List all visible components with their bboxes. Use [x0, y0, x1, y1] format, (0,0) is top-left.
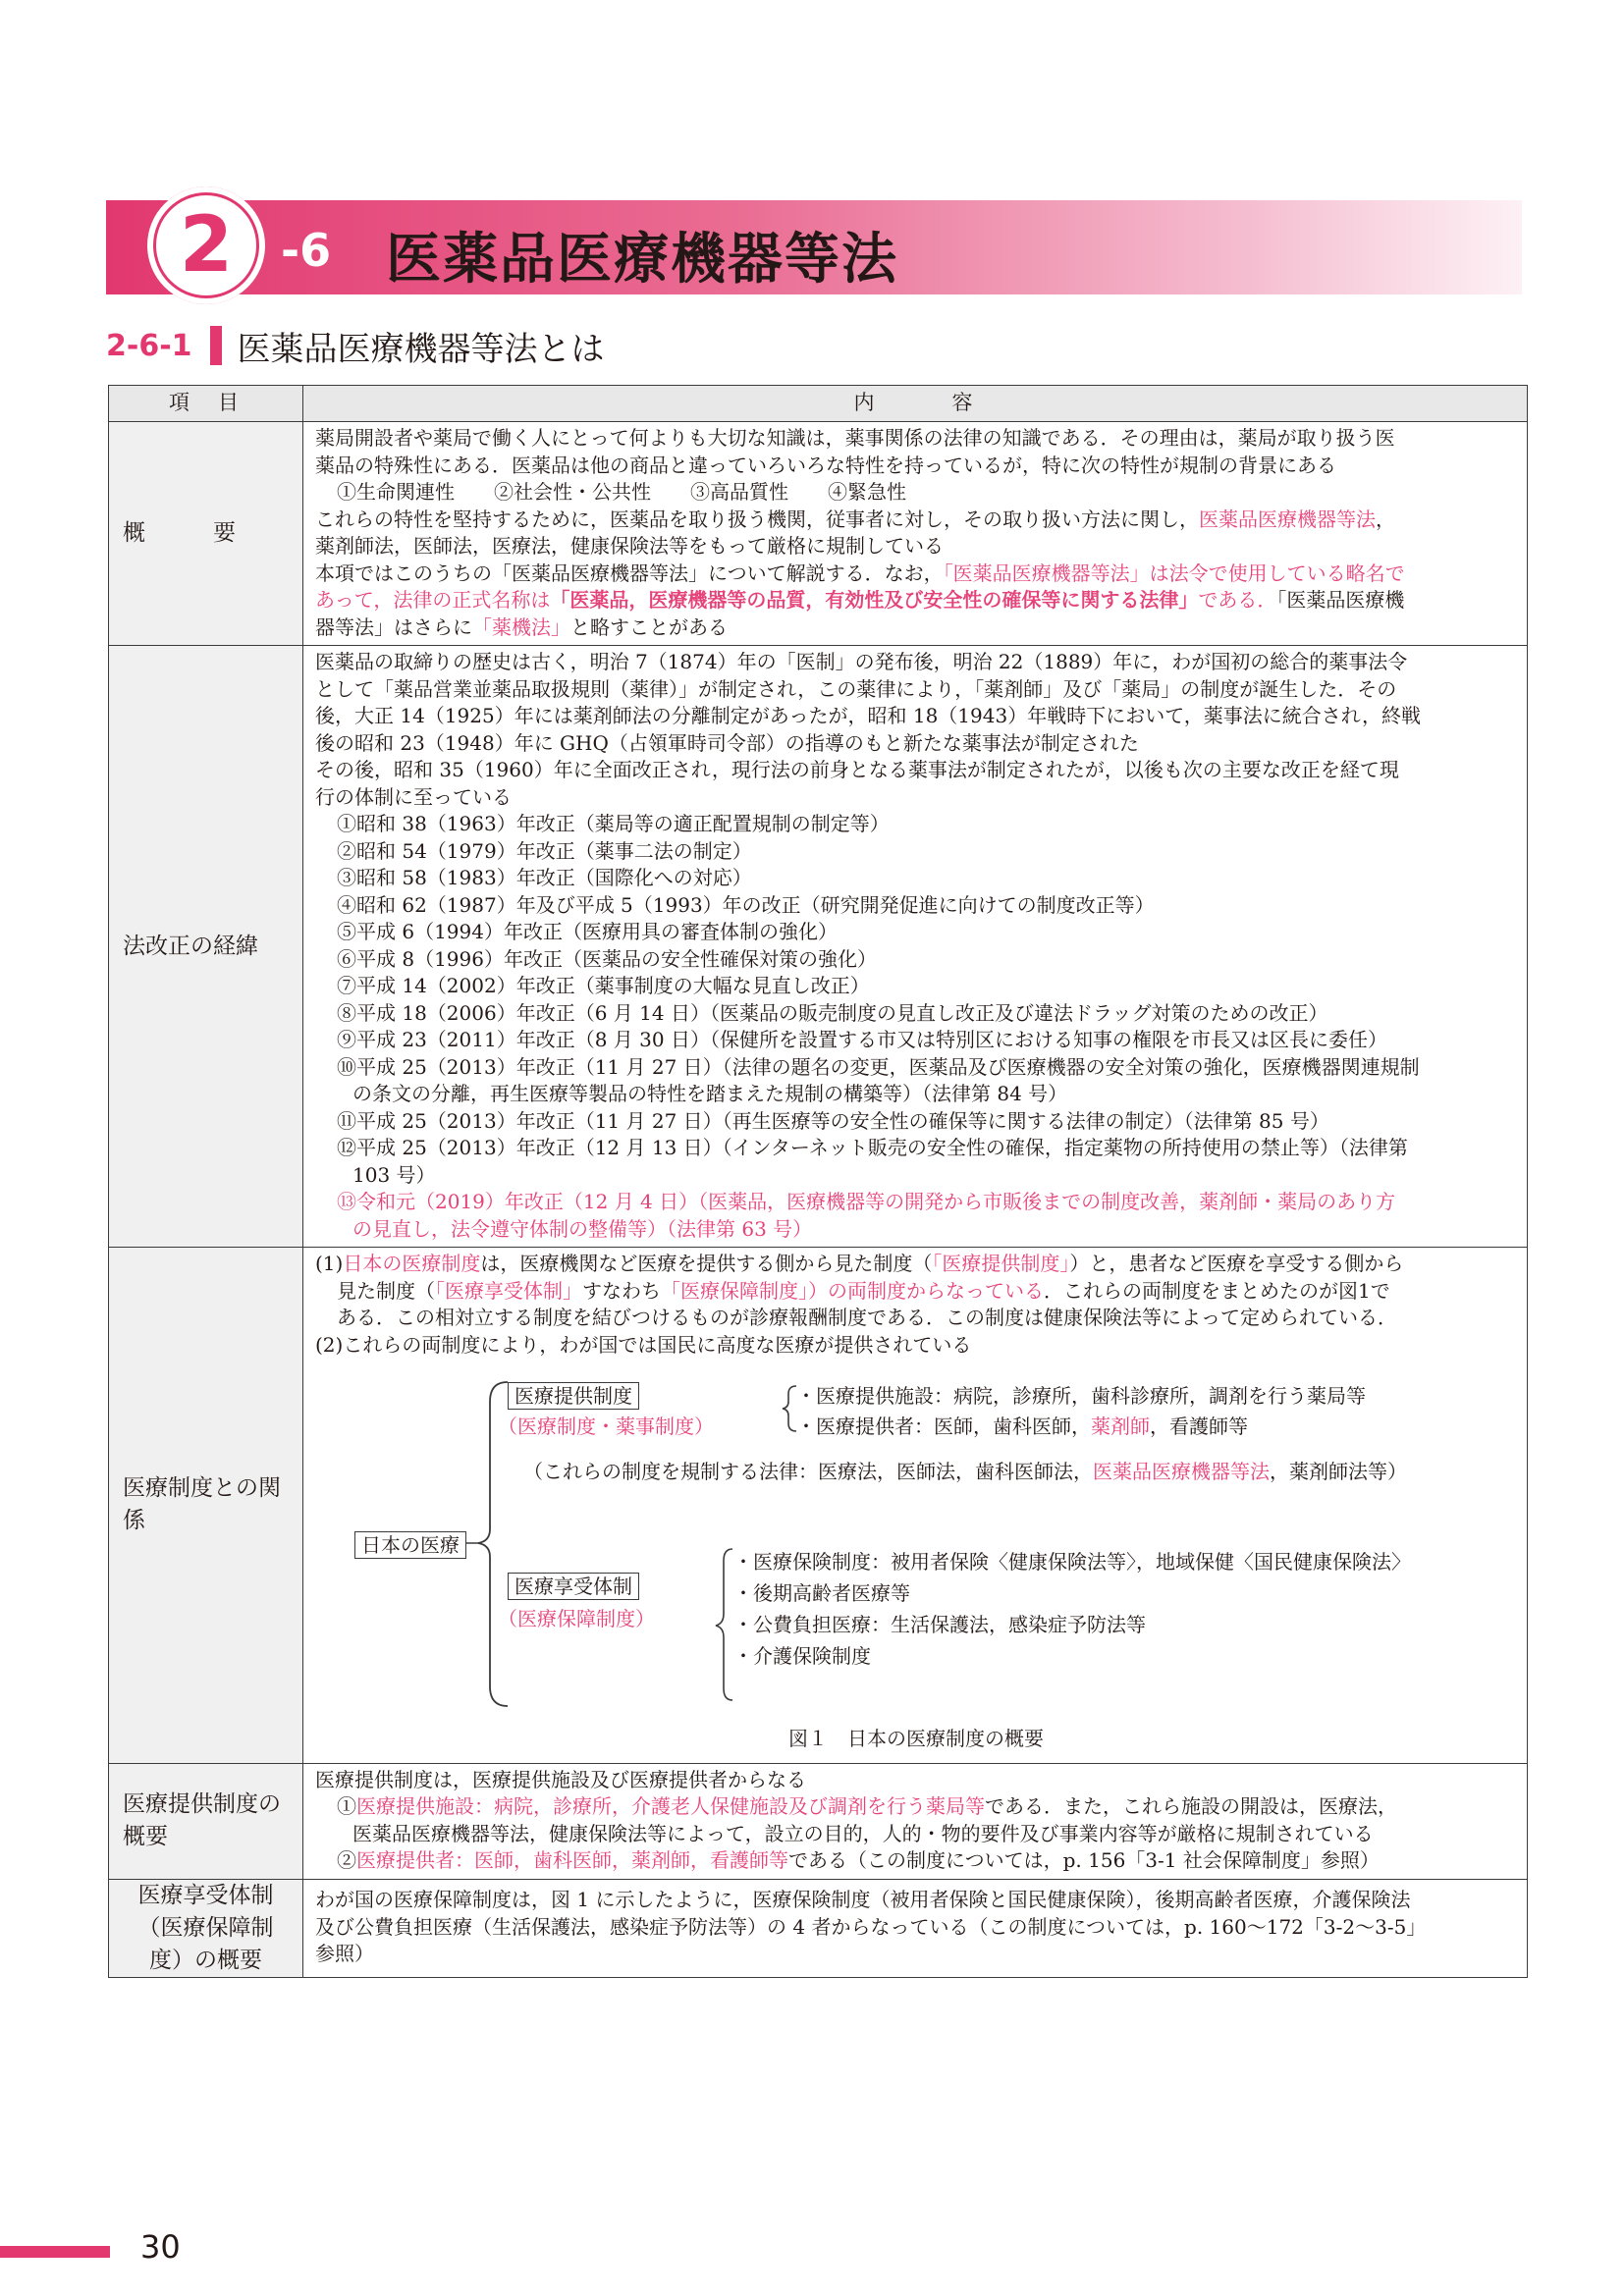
- row-label-provide: 医療提供制度の概要: [109, 1763, 303, 1879]
- table-row: [109, 1879, 1528, 1977]
- list-item: ⑧平成 18（2006）年改正（6 月 14 日）（医薬品の販売制度の見直し改正及び違法ドラッグ対策のための改正）: [337, 1000, 1328, 1025]
- diagram-provide-sub: （医療制度・薬事制度）: [498, 1415, 714, 1438]
- diagram-laws: （これらの制度を規制する法律：医療法，医師法，歯科医師法，医薬品医療機器等法，薬剤師法等）: [523, 1460, 1407, 1483]
- relation-content: (1)日本の医療制度は，医療機関など医療を提供する側から見た制度（「医療提供制度」）と，患者など医療を享受する側から 見た制度（「医療享受体制」すなわち「医療保障制度」）の両制度からなっている．これらの両制度をまとめたのが図1で ある．この相対立する制度を結びつけるものが診療報酬制度である．この制度は健康保険法等によって定められている． (2)これらの両制度により，わが国では国民に高度な医療が提供されている 日本の医療 医療提供制度 （医療制度・薬事制度） ・医療提供施設：病院，診療所，歯科診療所，調剤を行う薬局等 ・医療提供者：医師，歯科医師，薬剤師，看護師等 （これらの制度を規制する法律：医療法，医師法，歯科医師法，医薬品医療機器等法，薬剤師法等） 医療享受体制 （医療保障制度） ・医療保険制度：被用者保険〈健康保険法等〉，地域保健〈国民健康保険法〉 ・後期高齢者医療等 ・公費負担医療：生活保護法，感染症予防法等 ・介護保険制度 図１ 日本の医療制度の概要: [303, 1248, 1528, 1764]
- overview-content: 薬局開設者や薬局で働く人にとって何よりも大切な知識は，薬事関係の法律の知識である．その理由は，薬局が取り扱う医 薬品の特殊性にある．医薬品は他の商品と違っていろいろな特性を持っているが，特に次の特性が規制の背景にある ①生命関連性 ②社会性・公共性 ③高品質性 ④緊急性 これらの特性を堅持するために，医薬品を取り扱う機関，従事者に対し，その取り扱い方法に関し，医薬品医療機器等法， 薬剤師法，医師法，医療法，健康保険法等をもって厳格に規制している 本項ではこのうちの「医薬品医療機器等法」について解説する．なお，「医薬品医療機器等法」は法令で使用している略名で あって，法律の正式名称は「医薬品，医療機器等の品質，有効性及び安全性の確保等に関する法律」である．「医薬品医療機 器等法」はさらに「薬機法」と略すことがある: [303, 422, 1528, 646]
- list-item: ⑦平成 14（2002）年改正（薬事制度の大幅な見直し改正）: [337, 974, 870, 997]
- section-heading: [106, 324, 605, 367]
- list-item-continued: 103 号）: [352, 1162, 436, 1187]
- section-number: 2-6-1: [106, 328, 192, 363]
- chapter-title: 医薬品医療機器等法: [386, 228, 898, 292]
- medical-system-diagram: [335, 1372, 1523, 1718]
- table-row: [109, 1763, 1528, 1879]
- diagram-provide-item: ・医療提供施設：病院，診療所，歯科診療所，調剤を行う薬局等: [796, 1384, 1366, 1408]
- row-label-overview: 概 要: [109, 422, 303, 646]
- diagram-root: 日本の医療: [354, 1531, 466, 1559]
- diagram-receive-item: ・介護保険制度: [733, 1644, 871, 1668]
- diagram-provide-item: ・医療提供者：医師，歯科医師，薬剤師，看護師等: [796, 1415, 1248, 1438]
- figure-caption: 図１ 日本の医療制度の概要: [788, 1727, 1044, 1750]
- header-content: 内 容: [303, 386, 1528, 422]
- diagram-receive-item: ・公費負担医療：生活保護法，感染症予防法等: [733, 1613, 1146, 1636]
- list-item: ⑫平成 25（2013）年改正（12 月 13 日）（インターネット販売の安全性の確保，指定薬物の所持使用の禁止等）（法律第: [337, 1136, 1408, 1159]
- list-item: ⑩平成 25（2013）年改正（11 月 27 日）（法律の題名の変更，医薬品及び医療機器の安全対策の強化，医療機器関連規制: [337, 1054, 1420, 1079]
- receive-content: わが国の医療保障制度は，図 1 に示したように，医療保険制度（被用者保険と国民健康保険），後期高齢者医療，介護保険法 及び公費負担医療（生活保護法，感染症予防法等）の 4 者からなっている（この制度については，p. 160〜172「3-2〜3-5」 参照）: [303, 1879, 1528, 1977]
- chapter-number-badge: [147, 187, 265, 304]
- list-item-continued: の条文の分離，再生医療等製品の特性を踏まえた規制の構築等）（法律第 84 号）: [352, 1082, 1068, 1105]
- content-table: [108, 385, 1528, 1978]
- diagram-receive-item: ・後期高齢者医療等: [733, 1581, 910, 1605]
- diagram-receive-sub: （医療保障制度）: [498, 1607, 655, 1630]
- diagram-receive-title: 医療享受体制: [508, 1573, 639, 1600]
- page-number: 30: [140, 2228, 181, 2266]
- list-item: ①昭和 38（1963）年改正（薬局等の適正配置規制の制定等）: [337, 812, 890, 835]
- section-title: 医薬品医療機器等法とは: [237, 329, 605, 369]
- row-label-receive: 医療享受体制（医療保障制度）の概要: [109, 1879, 303, 1977]
- list-item-continued: の見直し，法令遵守体制の整備等）（法律第 63 号）: [352, 1216, 813, 1241]
- chapter-header: [106, 187, 1522, 294]
- chapter-subnumber: -6: [281, 224, 332, 277]
- row-label-relation: 医療制度との関係: [109, 1248, 303, 1764]
- list-item: ③昭和 58（1983）年改正（国際化への対応）: [337, 866, 752, 889]
- section-marker: [210, 326, 222, 365]
- list-item: ⑥平成 8（1996）年改正（医薬品の安全性確保対策の強化）: [337, 946, 877, 971]
- list-item: ⑨平成 23（2011）年改正（8 月 30 日）（保健所を設置する市又は特別区における知事の権限を市長又は区長に委任）: [337, 1028, 1387, 1051]
- list-item: ⑬令和元（2019）年改正（12 月 4 日）（医薬品，医療機器等の開発から市販後までの制度改善，薬剤師・薬局のあり方: [337, 1190, 1396, 1213]
- table-row: [109, 422, 1528, 646]
- traits-list: ①生命関連性 ②社会性・公共性 ③高品質性 ④緊急性: [337, 480, 906, 504]
- table-row: [109, 1248, 1528, 1764]
- list-item: ⑤平成 6（1994）年改正（医療用具の審査体制の強化）: [337, 920, 838, 943]
- diagram-receive-item: ・医療保険制度：被用者保険〈健康保険法等〉，地域保健〈国民健康保険法〉: [733, 1550, 1411, 1574]
- list-item: ②昭和 54（1979）年改正（薬事二法の制定）: [337, 838, 752, 863]
- diagram-provide-title: 医療提供制度: [508, 1382, 639, 1410]
- list-item: ④昭和 62（1987）年及び平成 5（1993）年の改正（研究開発促進に向けての制度改正等）: [337, 892, 1155, 917]
- list-item: ⑪平成 25（2013）年改正（11 月 27 日）（再生医療等の安全性の確保等に関する法律の制定）（法律第 85 号）: [337, 1108, 1329, 1133]
- row-label-history: 法改正の経緯: [109, 646, 303, 1248]
- footer-bar: [0, 2246, 110, 2258]
- header-item: 項 目: [109, 386, 303, 422]
- table-header-row: [109, 386, 1528, 422]
- history-content: 医薬品の取締りの歴史は古く，明治 7（1874）年の「医制」の発布後，明治 22（1889）年に，わが国初の総合的薬事法令 として「薬品営業並薬品取扱規則（薬律）」が制定され，この薬律により，「薬剤師」及び「薬局」の制度が誕生した．その 後，大正 14（1925）年には薬剤師法の分離制定があったが，昭和 18（1943）年戦時下において，薬事法に統合され，終戦 後の昭和 23（1948）年に GHQ（占領軍時司令部）の指導のもと新たな薬事法が制定された その後，昭和 35（1960）年に全面改正され，現行法の前身となる薬事法が制定されたが，以後も次の主要な改正を経て現 行の体制に至っている ①昭和 38（1963）年改正（薬局等の適正配置規制の制定等） ②昭和 54（1979）年改正（薬事二法の制定） ③昭和 58（1983）年改正（国際化への対応） ④昭和 62（1987）年及び平成 5（1993）年の改正（研究開発促進に向けての制度改正等） ⑤平成 6（1994）年改正（医療用具の審査体制の強化） ⑥平成 8（1996）年改正（医薬品の安全性確保対策の強化） ⑦平成 14（2002）年改正（薬事制度の大幅な見直し改正） ⑧平成 18（2006）年改正（6 月 14 日）（医薬品の販売制度の見直し改正及び違法ドラッグ対策のための改正） ⑨平成 23（2011）年改正（8 月 30 日）（保健所を設置する市又は特別区における知事の権限を市長又は区長に委任） ⑩平成 25（2013）年改正（11 月 27 日）（法律の題名の変更，医薬品及び医療機器の安全対策の強化，医療機器関連規制 の条文の分離，再生医療等製品の特性を踏まえた規制の構築等）（法律第 84 号） ⑪平成 25（2013）年改正（11 月 27 日）（再生医療等の安全性の確保等に関する法律の制定）（法律第 85 号） ⑫平成 25（2013）年改正（12 月 13 日）（インターネット販売の安全性の確保，指定薬物の所持使用の禁止等）（法律第 103 号） ⑬令和元（2019）年改正（12 月 4 日）（医薬品，医療機器等の開発から市販後までの制度改善，薬剤師・薬局のあり方 の見直し，法令遵守体制の整備等）（法律第 63 号）: [303, 646, 1528, 1248]
- table-row: [109, 646, 1528, 1248]
- provide-content: 医療提供制度は，医療提供施設及び医療提供者からなる ①医療提供施設：病院，診療所，介護老人保健施設及び調剤を行う薬局等である．また，これら施設の開設は，医療法， 医薬品医療機器等法，健康保険法等によって，設立の目的，人的・物的要件及び事業内容等が厳格に規制されている ②医療提供者：医師，歯科医師，薬剤師，看護師等である（この制度については，p. 156「3-1 社会保障制度」参照）: [303, 1763, 1528, 1879]
- chapter-number: 2: [156, 195, 256, 295]
